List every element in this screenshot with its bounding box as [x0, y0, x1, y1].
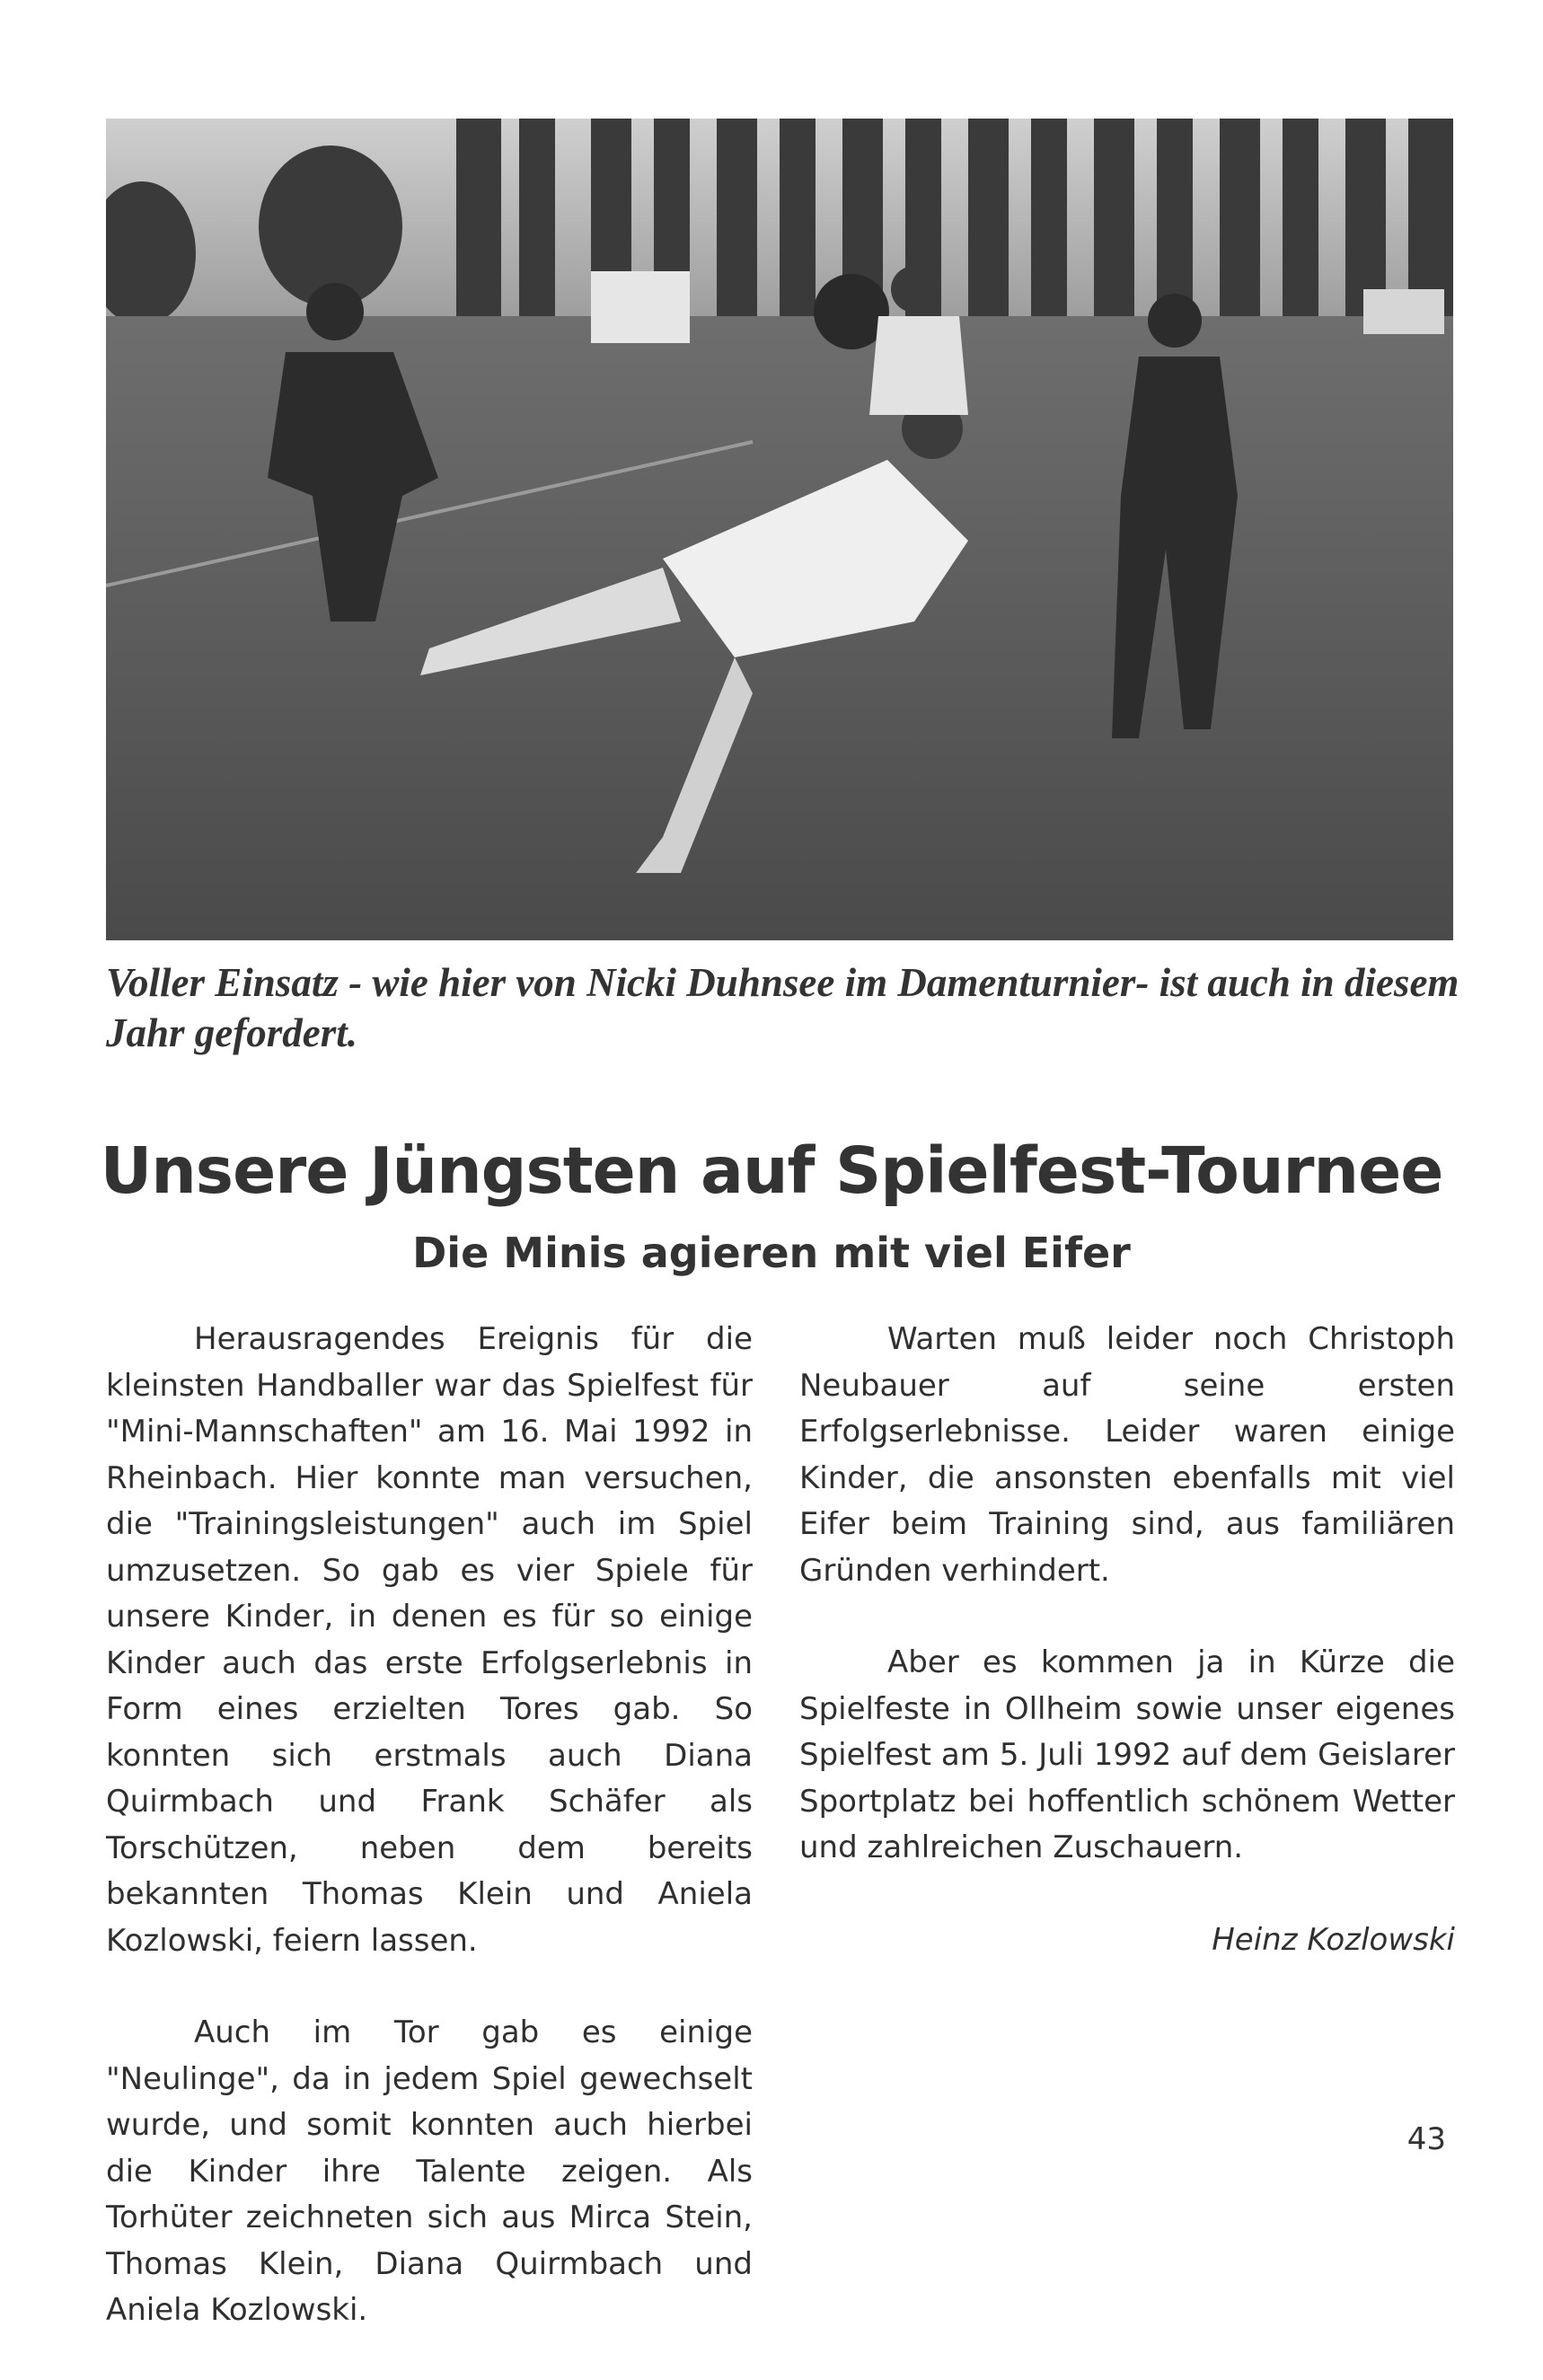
article-headline: Unsere Jüngsten auf Spielfest-Tournee [100, 1133, 1443, 1208]
article-paragraph: Auch im Tor gab es einige "Neulinge", da in jedem Spiel gewechselt wurde, und somit konnten auch hierbei die Kinder ihre Talente zeigen. Als Torhüter zeichneten sich aus Mirca Stein, Thomas Klein, Diana Quirmbach und Aniela Kozlowski. [106, 2014, 753, 2328]
page-number: 43 [1406, 2121, 1446, 2157]
article-subheadline: Die Minis agieren mit viel Eifer [412, 1229, 1131, 1277]
article-paragraph: Warten muß leider noch Christoph Neubauer auf seine ersten Erfolgserlebnisse. Leider waren einige Kinder, die ansonsten ebenfalls mit viel Eifer beim Training sind, aus familiären Gründen verhindert. [799, 1321, 1455, 1589]
article-column-left [106, 1317, 753, 2380]
article-paragraph: Herausragendes Ereignis für die kleinsten Handballer war das Spielfest für "Mini-Mannschaften" am 16. Mai 1992 in Rheinbach. Hier konnte man versuchen, die "Trainingsleistungen" auch im Spiel umzusetzen. So gab es vier Spiele für unsere Kinder, in denen es für so einige Kinder auch das erste Erfolgserlebnis in Form eines erzielten Tores gab. So konnten sich erstmals auch Diana Quirmbach und Frank Schäfer als Torschützen, neben dem bereits bekannten Thomas Klein und Aniela Kozlowski, feiern lassen. [106, 1321, 753, 1959]
article-column-right [799, 1317, 1455, 2009]
handball-match-photo-icon [106, 119, 1453, 940]
article-author: Heinz Kozlowski [1212, 1921, 1455, 1958]
article-paragraph: Aber es kommen ja in Kürze die Spielfeste in Ollheim sowie unser eigenes Spielfest am 5. Juli 1992 auf dem Geislarer Sportplatz bei hoffentlich schönem Wetter und zahlreichen Zuschauern. [799, 1644, 1455, 1865]
photo-caption: Voller Einsatz - wie hier von Nicki Duhnsee im Damenturnier- ist auch in diesem Jahr gefordert. [106, 960, 1459, 1055]
